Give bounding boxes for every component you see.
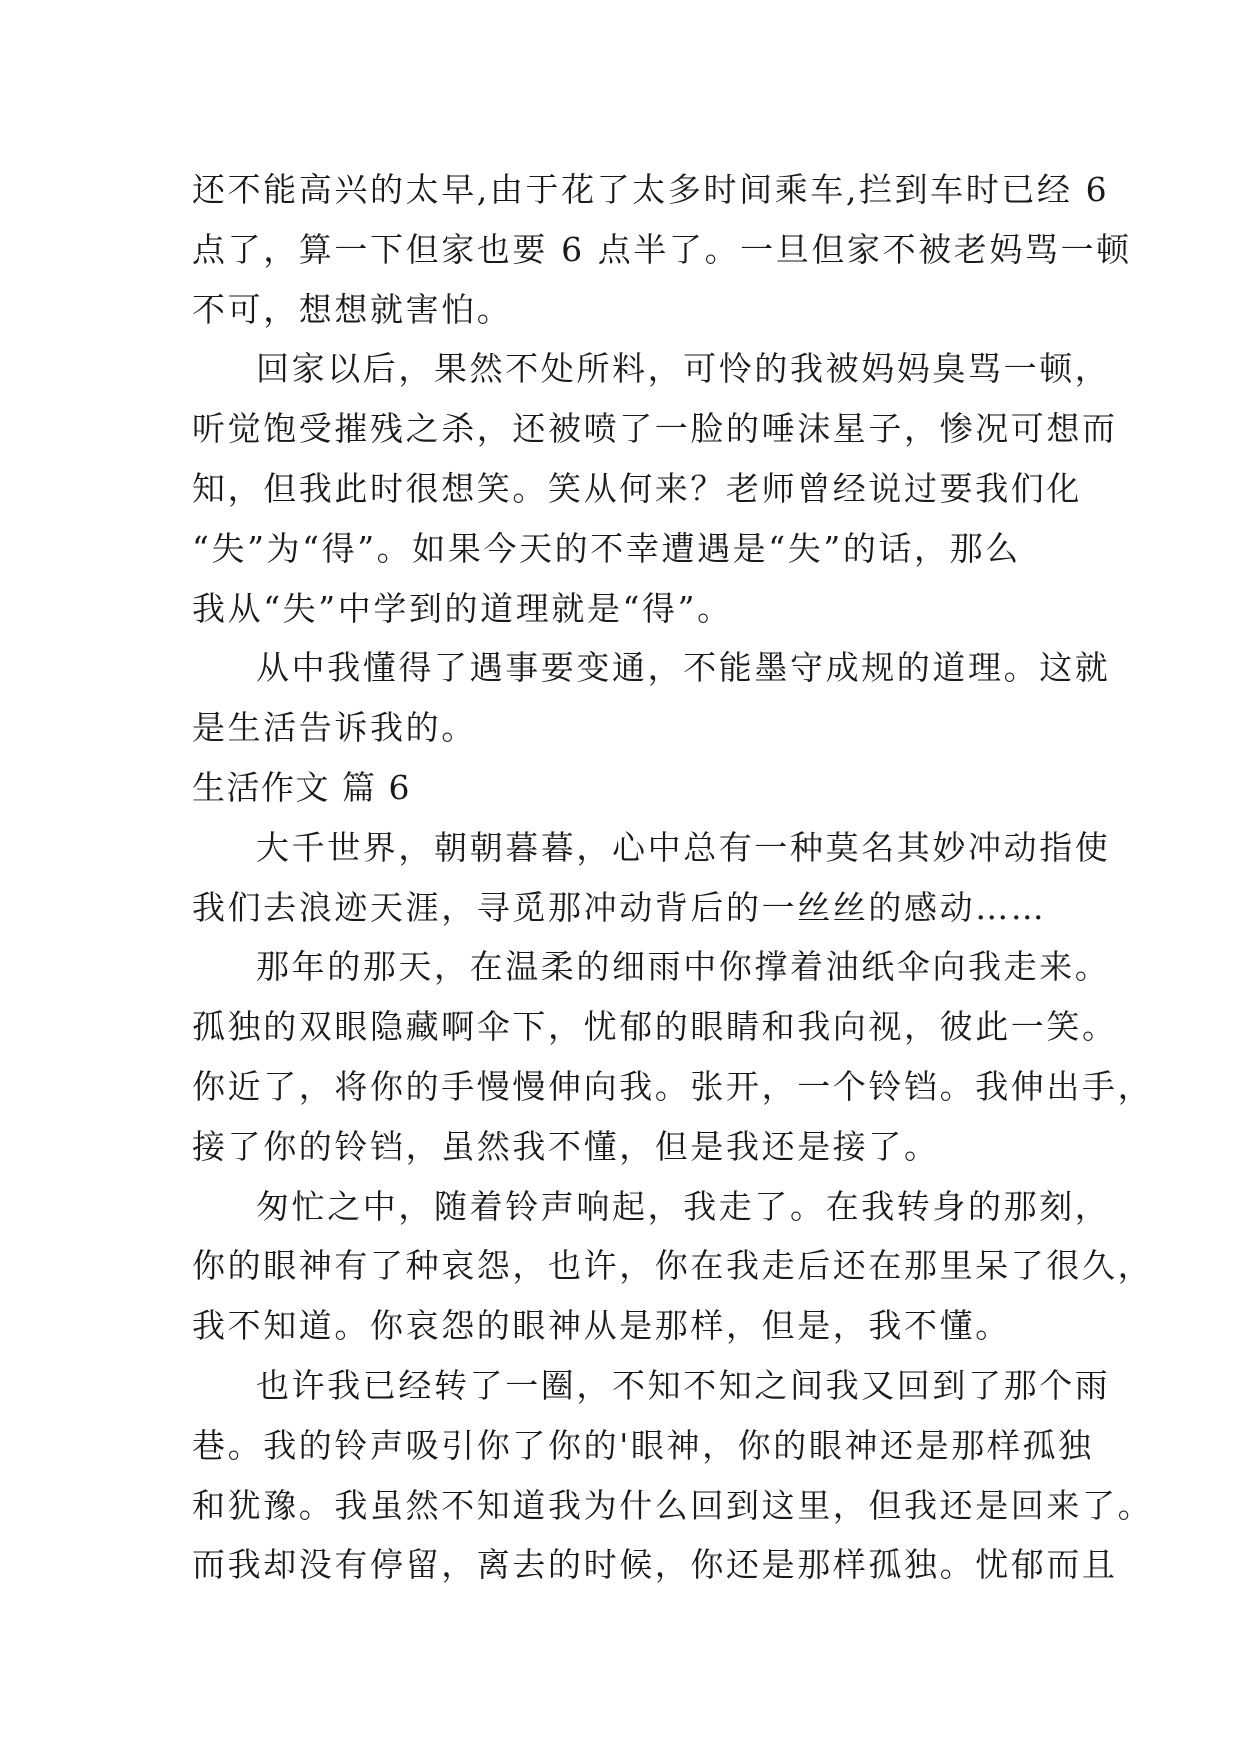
text-line: 点了，算一下但家也要 6 点半了。一旦但家不被老妈骂一顿 bbox=[192, 229, 1132, 269]
paragraph-first-line: 也许我已经转了一圈，不知不知之间我又回到了那个雨 bbox=[256, 1365, 1111, 1405]
text-line: 我从“失”中学到的道理就是“得”。 bbox=[192, 588, 733, 628]
text-line: 不可，想想就害怕。 bbox=[192, 289, 513, 329]
paragraph-first-line: 从中我懂得了遇事要变通，不能墨守成规的道理。这就 bbox=[256, 648, 1111, 688]
text-line: “失”为“得”。如果今天的不幸遭遇是“失”的话，那么 bbox=[192, 528, 1021, 568]
text-line: 我不知道。你哀怨的眼神从是那样，但是，我不懂。 bbox=[192, 1306, 1011, 1346]
text-line: 孤独的双眼隐藏啊伞下，忧郁的眼睛和我向视，彼此一笑。 bbox=[192, 1007, 1118, 1047]
paragraph-first-line: 回家以后，果然不处所料，可怜的我被妈妈臭骂一顿， bbox=[256, 349, 1111, 389]
text-line: 是生活告诉我的。 bbox=[192, 708, 477, 748]
paragraph-first-line: 那年的那天，在温柔的细雨中你撑着油纸伞向我走来。 bbox=[256, 947, 1111, 987]
document-page bbox=[192, 160, 1154, 1595]
text-line: 知，但我此时很想笑。笑从何来？老师曾经说过要我们化 bbox=[192, 468, 1082, 508]
text-line: 我们去浪迹天涯，寻觅那冲动背后的一丝丝的感动…… bbox=[192, 887, 1047, 927]
text-line: 你的眼神有了种哀怨，也许，你在我走后还在那里呆了很久， bbox=[192, 1246, 1154, 1286]
text-line: 接了你的铃铛，虽然我不懂，但是我还是接了。 bbox=[192, 1126, 940, 1166]
text-line: 听觉饱受摧残之杀，还被喷了一脸的唾沫星子，惨况可想而 bbox=[192, 409, 1118, 449]
text-line: 巷。我的铃声吸引你了你的'眼神，你的眼神还是那样孤独 bbox=[192, 1425, 1094, 1465]
paragraph-first-line: 大千世界，朝朝暮暮，心中总有一种莫名其妙冲动指使 bbox=[256, 827, 1111, 867]
paragraph-first-line: 匆忙之中，随着铃声响起，我走了。在我转身的那刻， bbox=[256, 1186, 1111, 1226]
text-line: 而我却没有停留，离去的时候，你还是那样孤独。忧郁而且 bbox=[192, 1545, 1118, 1585]
section-heading: 生活作文 篇 6 bbox=[192, 767, 411, 807]
text-line: 还不能高兴的太早,由于花了太多时间乘车,拦到车时已经 6 bbox=[192, 170, 1110, 209]
text-line: 你近了，将你的手慢慢伸向我。张开，一个铃铛。我伸出手， bbox=[192, 1066, 1154, 1106]
text-line: 和犹豫。我虽然不知道我为什么回到这里，但我还是回来了。 bbox=[192, 1485, 1154, 1525]
